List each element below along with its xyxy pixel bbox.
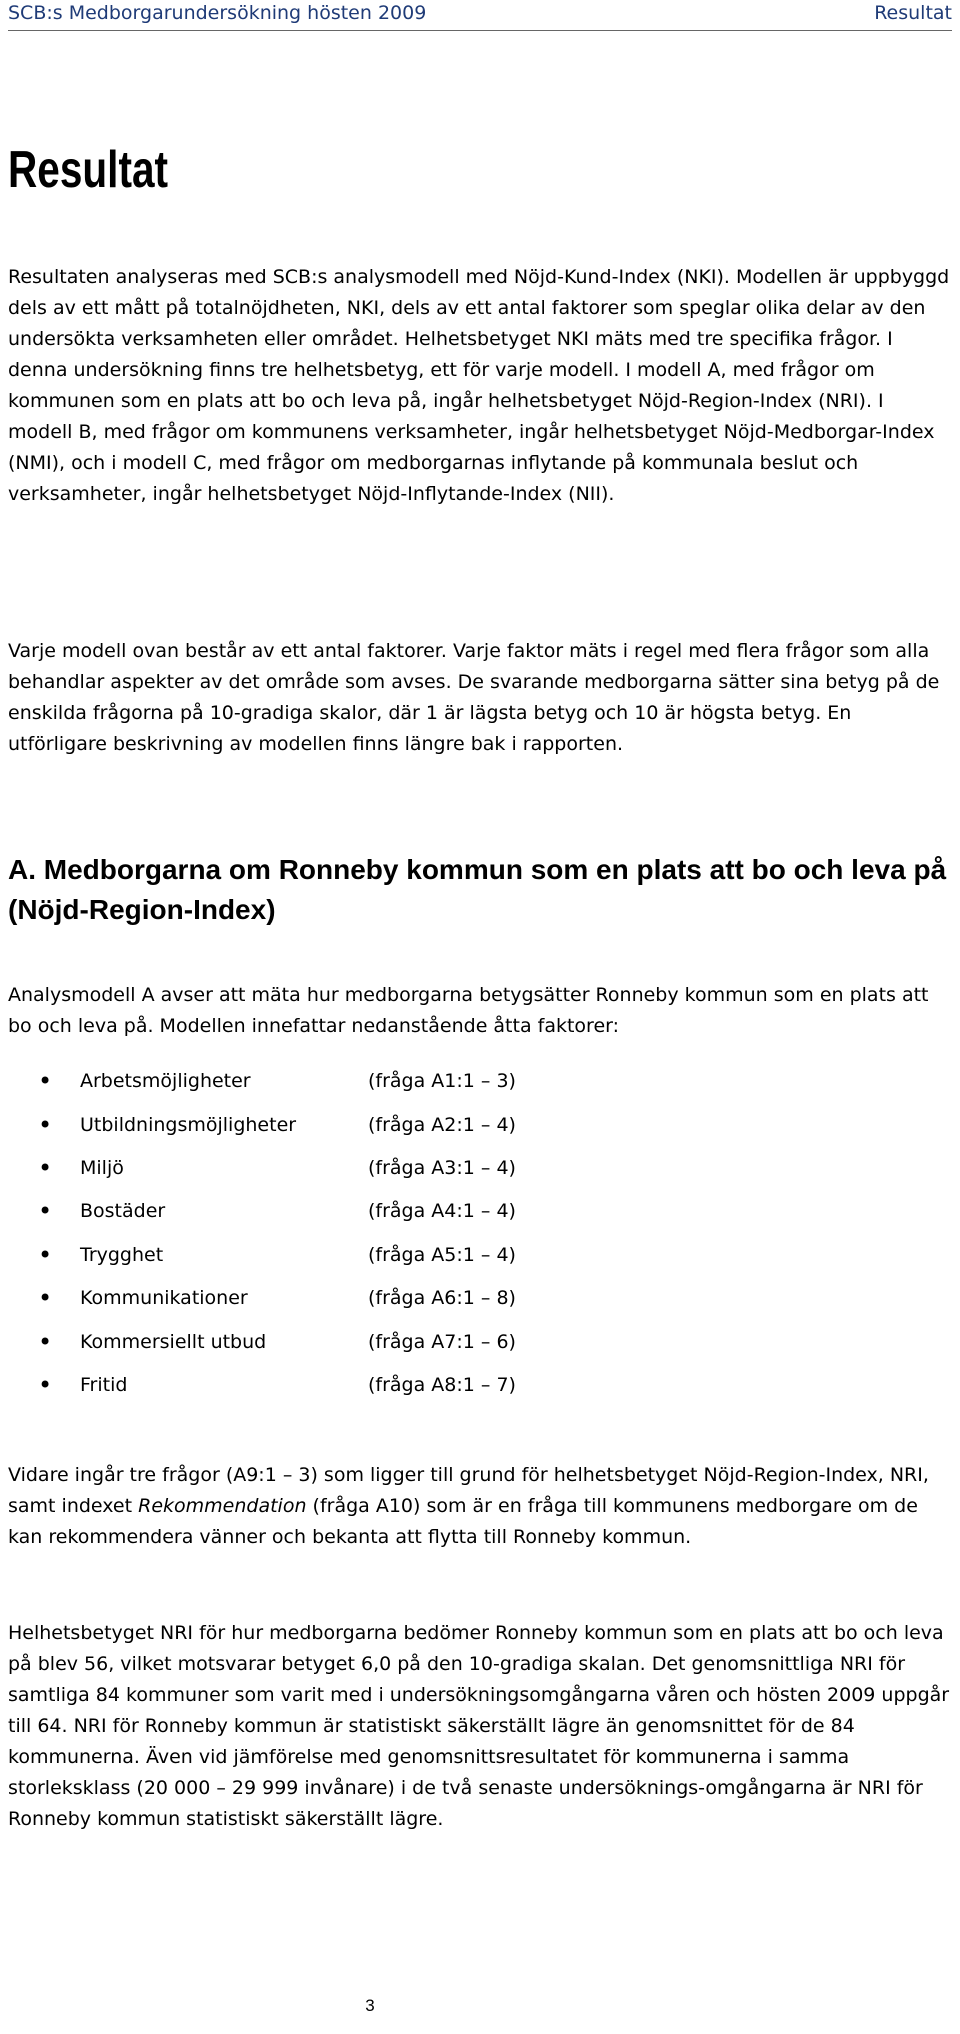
list-item <box>8 1153 952 1183</box>
factor-question-ref: (fråga A3:1 – 4) <box>368 1157 516 1179</box>
list-item <box>8 1283 952 1313</box>
factor-question-ref: (fråga A1:1 – 3) <box>368 1070 516 1092</box>
bullet-icon: • <box>38 1154 53 1182</box>
list-item <box>8 1370 952 1400</box>
header-divider <box>8 30 952 31</box>
bullet-icon: • <box>38 1284 53 1312</box>
bullet-icon: • <box>38 1371 53 1399</box>
header-section-name: Resultat <box>874 2 952 24</box>
list-item <box>8 1110 952 1140</box>
bullet-icon: • <box>38 1328 53 1356</box>
nri-result-paragraph: Helhetsbetyget NRI för hur medborgarna bedömer Ronneby kommun som en plats att bo och leva på blev 56, vilket motsvarar betyget 6,0 på den 10-gradiga skalan. Det genomsnittliga NRI för samtliga 84 kommuner som varit med i undersökningsomgångarna våren och hösten 2009 uppgår till 64. NRI för Ronneby kommun är statistiskt säkerställt lägre än genomsnittet för de 84 kommunerna. Även vid jämförelse med genomsnittsresultatet för kommunerna i samma storleksklass (20 000 – 29 999 invånare) i de två senaste undersöknings-omgångarna är NRI för Ronneby kommun statistiskt säkerställt lägre. <box>8 1622 950 1830</box>
bullet-icon: • <box>38 1197 53 1225</box>
factor-question-ref: (fråga A5:1 – 4) <box>368 1244 516 1266</box>
header-report-title: SCB:s Medborgarundersökning hösten 2009 <box>8 2 427 24</box>
factor-question-ref: (fråga A4:1 – 4) <box>368 1200 516 1222</box>
factor-name: Kommunikationer <box>80 1287 248 1309</box>
list-item <box>8 1066 952 1096</box>
additional-questions-paragraph <box>8 1460 952 1553</box>
paragraph-text: Vidare ingår tre frågor (A9:1 – 3) som ligger till grund för helhetsbetyget Nöjd-Region-Index, NRI, samt indexet <box>8 1464 929 1517</box>
index-name-emphasis: Rekommendation <box>138 1495 307 1517</box>
factor-question-ref: (fråga A7:1 – 6) <box>368 1331 516 1353</box>
bullet-icon: • <box>38 1111 53 1139</box>
factor-name: Trygghet <box>80 1244 164 1266</box>
factor-name: Fritid <box>80 1374 128 1396</box>
section-a-heading: A. Medborgarna om Ronneby kommun som en plats att bo och leva på (Nöjd-Region-Index) <box>8 854 947 925</box>
running-header <box>8 0 952 30</box>
bullet-icon: • <box>38 1067 53 1095</box>
page-number: 3 <box>365 1996 375 2015</box>
intro-paragraph: Resultaten analyseras med SCB:s analysmodell med Nöjd-Kund-Index (NKI). Modellen är uppbyggd dels av ett mått på totalnöjdheten, NKI, dels av ett antal faktorer som speglar olika delar av den undersökta verksamheten eller området. Helhetsbetyget NKI mäts med tre specifika frågor. I denna undersökning finns tre helhetsbetyg, ett för varje modell. I modell A, med frågor om kommunen som en plats att bo och leva på, ingår helhetsbetyget Nöjd-Region-Index (NRI). I modell B, med frågor om kommunens verksamheter, ingår helhetsbetyget Nöjd-Medborgar-Index (NMI), och i modell C, med frågor om medborgarnas inflytande på kommunala beslut och verksamheter, ingår helhetsbetyget Nöjd-Inflytande-Index (NII). <box>8 266 950 505</box>
factor-question-ref: (fråga A2:1 – 4) <box>368 1114 516 1136</box>
factor-name: Arbetsmöjligheter <box>80 1070 251 1092</box>
list-item <box>8 1327 952 1357</box>
factor-name: Miljö <box>80 1157 124 1179</box>
bullet-icon: • <box>38 1241 53 1269</box>
factor-question-ref: (fråga A6:1 – 8) <box>368 1287 516 1309</box>
paragraph-text: (fråga A10) som är en fråga till kommunens medborgare om de kan rekommendera vänner och bekanta att flytta till Ronneby kommun. <box>8 1495 918 1548</box>
page-title: Resultat <box>8 141 169 199</box>
factor-question-ref: (fråga A8:1 – 7) <box>368 1374 516 1396</box>
factor-name: Kommersiellt utbud <box>80 1331 267 1353</box>
factor-name: Utbildningsmöjligheter <box>80 1114 297 1136</box>
factors-paragraph: Varje modell ovan består av ett antal faktorer. Varje faktor mäts i regel med flera frågor som alla behandlar aspekter av det område som avses. De svarande medborgarna sätter sina betyg på de enskilda frågorna på 10-gradiga skalor, där 1 är lägsta betyg och 10 är högsta betyg. En utförligare beskrivning av modellen finns längre bak i rapporten. <box>8 640 940 755</box>
model-a-paragraph: Analysmodell A avser att mäta hur medborgarna betygsätter Ronneby kommun som en plats att bo och leva på. Modellen innefattar nedanstående åtta faktorer: <box>8 984 929 1037</box>
list-item <box>8 1240 952 1270</box>
factor-name: Bostäder <box>80 1200 166 1222</box>
list-item <box>8 1196 952 1226</box>
